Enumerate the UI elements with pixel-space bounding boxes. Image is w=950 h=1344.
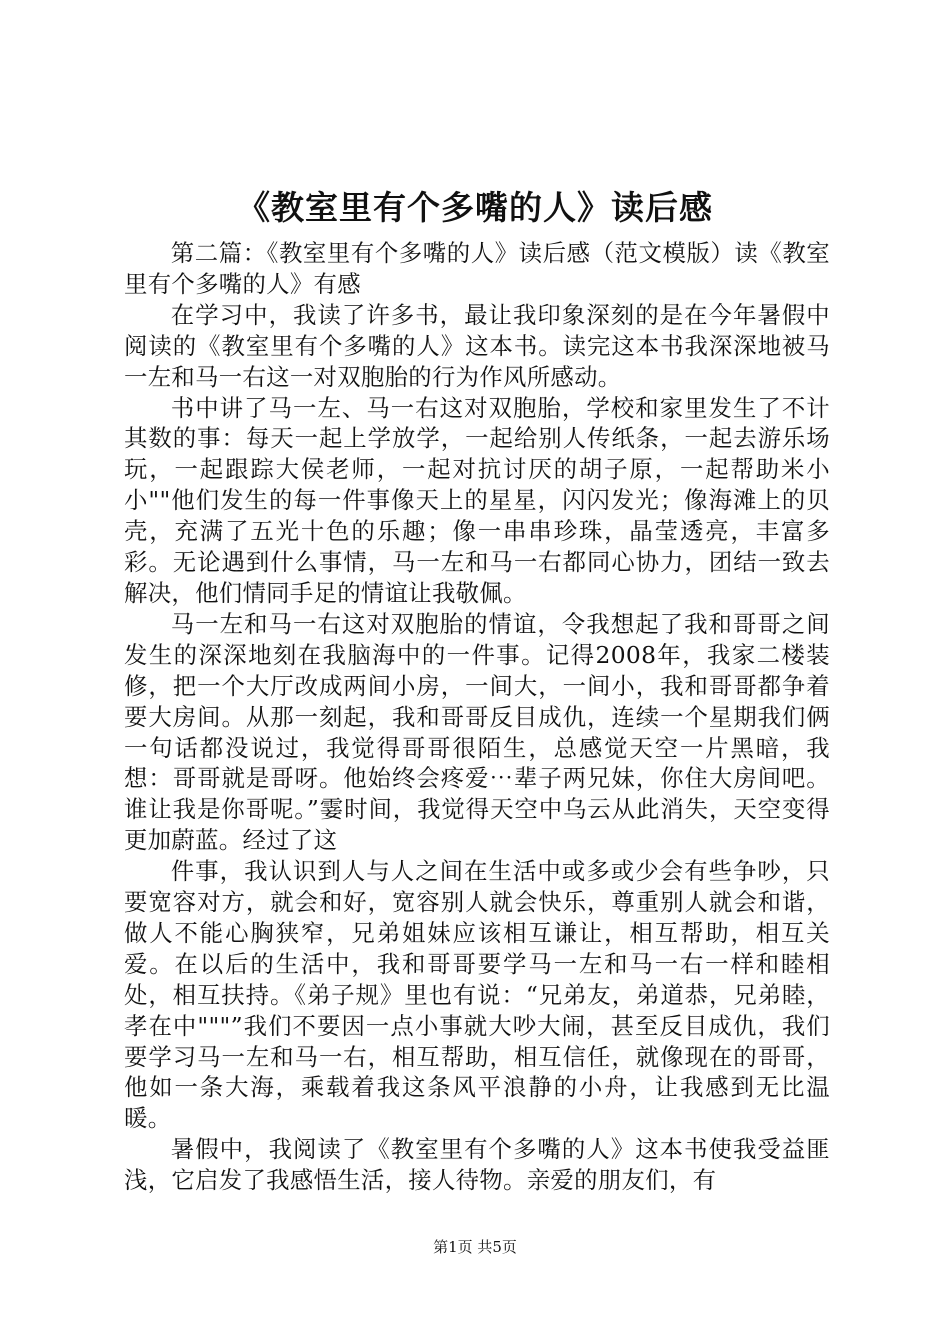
page-total: 共5页 bbox=[477, 1238, 517, 1256]
page-number: 第1页 bbox=[433, 1238, 473, 1256]
paragraph: 在学习中，我读了许多书，最让我印象深刻的是在今年暑假中阅读的《教室里有个多嘴的人》这本书。读完这本书我深深地被马一左和马一右这一对双胞胎的行为作风所感动。 bbox=[124, 300, 830, 391]
document-title: 《教室里有个多嘴的人》读后感 bbox=[237, 188, 713, 227]
paragraph: 第二篇：《教室里有个多嘴的人》读后感（范文模版）读《教室里有个多嘴的人》有感 bbox=[124, 239, 830, 298]
paragraph: 件事，我认识到人与人之间在生活中或多或少会有些争吵，只要宽容对方，就会和好，宽容别人就会快乐，尊重别人就会和谐，做人不能心胸狭窄，兄弟姐妹应该相互谦让，相互帮助，相互关爱。在以后的生活中，我和哥哥要学马一左和马一右一样和睦相处，相互扶持。《弟子规》里也有说：“兄弟友，弟道恭，兄弟睦，孝在中"""”我们不要因一点小事就大吵大闹，甚至反目成仇，我们要学习马一左和马一右，相互帮助，相互信任，就像现在的哥哥，他如一条大海，乘载着我这条风平浪静的小舟，让我感到无比温暖。 bbox=[124, 857, 830, 1133]
page-footer bbox=[0, 1237, 950, 1257]
paragraph: 暑假中，我阅读了《教室里有个多嘴的人》这本书使我受益匪浅，它启发了我感悟生活，接人待物。亲爱的朋友们，有 bbox=[124, 1135, 830, 1195]
paragraph: 马一左和马一右这对双胞胎的情谊，令我想起了我和哥哥之间发生的深深地刻在我脑海中的一件事。记得2008年，我家二楼装修，把一个大厅改成两间小房，一间大，一间小，我和哥哥都争着要大房间。从那一刻起，我和哥哥反目成仇，连续一个星期我们俩一句话都没说过，我觉得哥哥很陌生，总感觉天空一片黑暗，我想：哥哥就是哥呀。他始终会疼爱⋯辈子两兄妹，你住大房间吧。谁让我是你哥呢。”霎时间，我觉得天空中乌云从此消失，天空变得更加蔚蓝。经过了这 bbox=[124, 609, 830, 855]
paragraph: 书中讲了马一左、马一右这对双胞胎，学校和家里发生了不计其数的事：每天一起上学放学，一起给别人传纸条，一起去游乐场玩，一起跟踪大侯老师，一起对抗讨厌的胡子原，一起帮助米小小""他们发生的每一件事像天上的星星，闪闪发光；像海滩上的贝壳，充满了五光十色的乐趣；像一串串珍珠，晶莹透亮，丰富多彩。无论遇到什么事情，马一左和马一右都同心协力，团结一致去解决，他们情同手足的情谊让我敬佩。 bbox=[124, 393, 830, 607]
document-body bbox=[124, 238, 830, 1196]
